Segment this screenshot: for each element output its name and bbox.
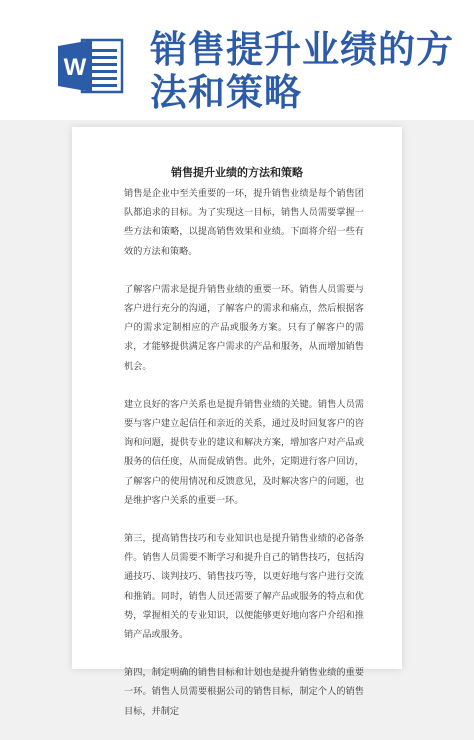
- svg-text:W: W: [63, 54, 87, 81]
- banner: [0, 0, 474, 120]
- banner-title: 销售提升业绩的方法和策略: [150, 28, 454, 114]
- paragraph: 销售是企业中至关重要的一环，提升销售业绩是每个销售团队都追求的目标。为了实现这一目标，销售人员需要掌握一些方法和策略，以提高销售效果和业绩。下面将介绍一些有效的方法和策略。: [124, 188, 364, 257]
- paragraph: 建立良好的客户关系也是提升销售业绩的关键。销售人员需要与客户建立起信任和亲近的关系，通过及时回复客户的咨询和问题，提供专业的建议和解决方案，增加客户对产品或服务的信任度，从而促成销售。此外，定期进行客户回访，了解客户的使用情况和反馈意见，及时解决客户的问题，也是维护客户关系的重要一环。: [124, 398, 364, 506]
- paragraph: 第三，提高销售技巧和专业知识也是提升销售业绩的必备条件。销售人员需要不断学习和提升自己的销售技巧，包括沟通技巧、谈判技巧、销售技巧等，以更好地与客户进行交流和推销。同时，销售人员还需要了解产品或服务的特点和优势，掌握相关的专业知识，以便能够更好地向客户介绍和推销产品或服务。: [124, 533, 364, 641]
- document-title: 销售提升业绩的方法和策略: [171, 166, 303, 179]
- word-document-icon: [58, 38, 124, 94]
- paragraph: 了解客户需求是提升销售业绩的重要一环。销售人员需要与客户进行充分的沟通，了解客户的需求和痛点，然后根据客户的需求定制相应的产品或服务方案。只有了解客户的需求，才能够提供满足客户需求的产品和服务，从而增加销售机会。: [124, 283, 364, 372]
- document-page: [72, 127, 402, 717]
- document-body: [124, 184, 364, 740]
- paragraph: 第四，制定明确的销售目标和计划也是提升销售业绩的重要一环。销售人员需要根据公司的销售目标，制定个人的销售目标，并制定: [124, 667, 364, 717]
